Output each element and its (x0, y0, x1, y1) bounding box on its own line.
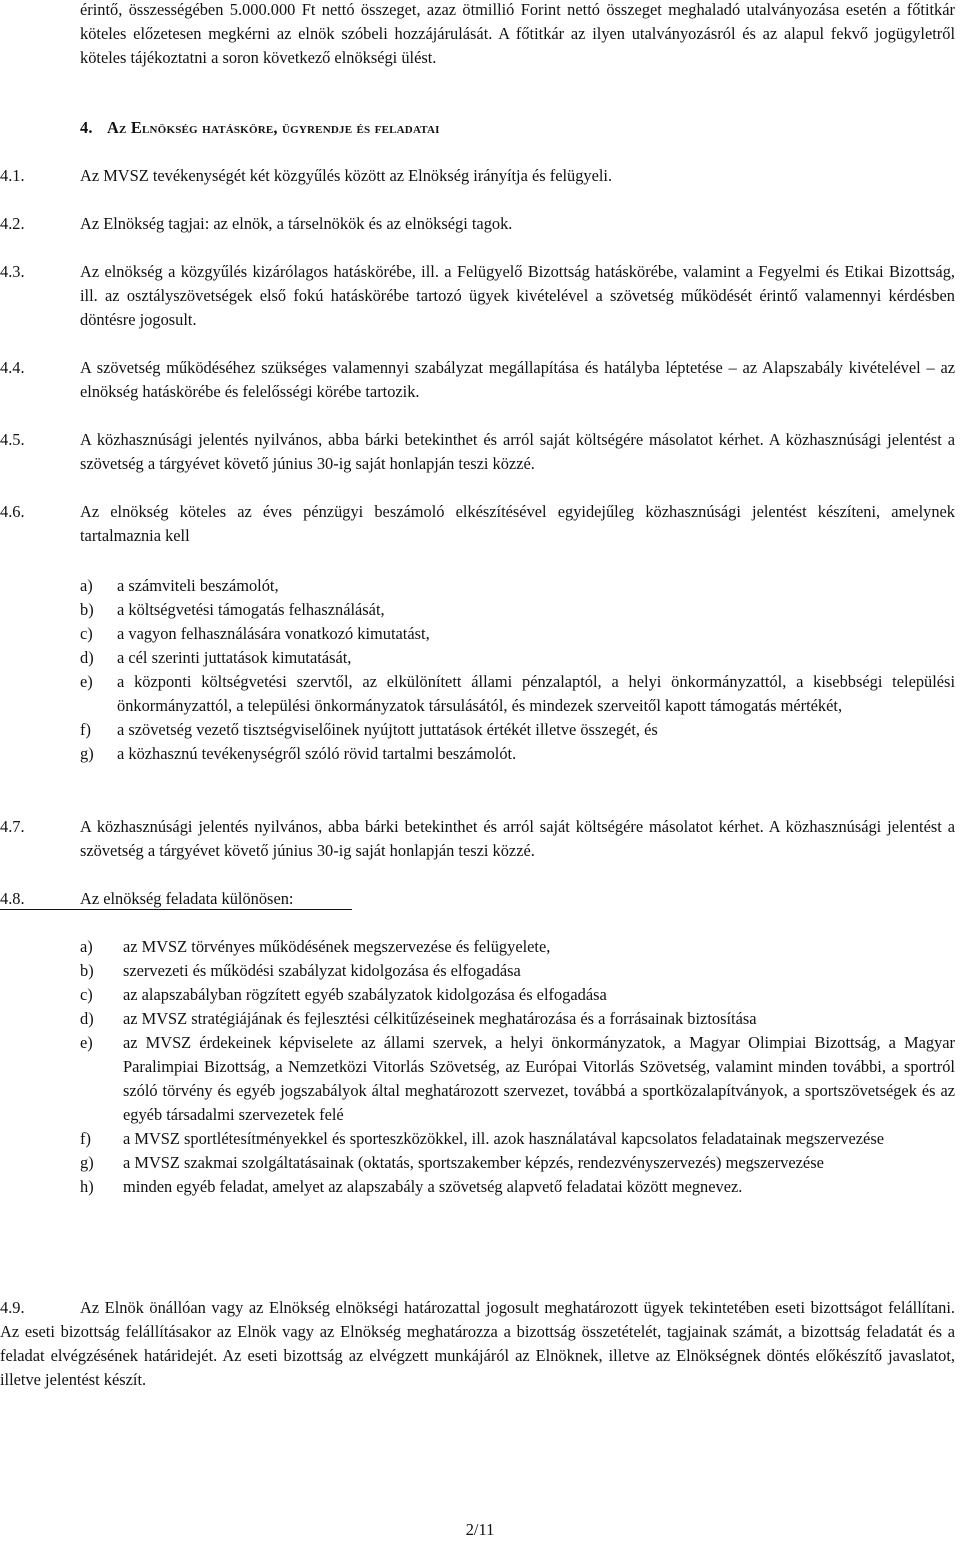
list-item (80, 1127, 955, 1151)
paragraph-text: Az MVSZ tevékenységét két közgyűlés között az Elnökség irányítja és felügyeli. (80, 166, 613, 185)
list-item-text: a szövetség vezető tisztségviselőinek nyújtott juttatások értékét illetve összegét, és (117, 720, 658, 739)
paragraph-text: Az elnökség köteles az éves pénzügyi beszámoló elkészítésével egyidejűleg közhasznúsági jelentést készíteni, amelynek tartalmaznia kell (80, 502, 955, 545)
list-item (80, 598, 955, 622)
paragraph-text: Az Elnökség tagjai: az elnök, a társelnökök és az elnökségi tagok. (80, 214, 513, 233)
list-item-letter: f) (80, 1129, 91, 1148)
section-number: 4. (80, 118, 93, 137)
paragraph-number: 4.4. (0, 358, 25, 377)
list-item (80, 1007, 955, 1031)
list-item (80, 1031, 955, 1127)
list-item-text: az MVSZ érdekeinek képviselete az állami szervek, a helyi önkormányzatok, a Magyar Olimpiai Bizottság, a Magyar Paralimpiai Bizottság, a Nemzetközi Vitorlás Szövetség, az Európai Vitorlás Szövetség, valamint minden további, a sportról szóló törvény és egyéb jogszabályok által meghatározott szervezet, továbbá a sportközalapítványok, a sportszövetségek és az egyéb társadalmi szervezetek felé (123, 1033, 955, 1124)
paragraph-number: 4.1. (0, 166, 25, 185)
list-item-letter: a) (80, 576, 93, 595)
list-item-letter: e) (80, 1033, 93, 1052)
paragraph-number: 4.7. (0, 817, 25, 836)
list-item-text: a számviteli beszámolót, (117, 576, 279, 595)
list-item (80, 646, 955, 670)
paragraph-text: Az Elnök önállóan vagy az Elnökség elnökségi határozattal jogosult meghatározott ügyek tekintetében eseti bizottságot felállítani. Az eseti bizottság felállításakor az Elnök vagy az Elnökség meghatározza a bizottság összetételét, tagjainak számát, a bizottság feladatát és a feladat elvégzésének határidejét. Az eseti bizottság az elvégzett munkájáról az Elnöknek, illetve az Elnökségnek döntés előkészítő javaslatot, illetve jelentést készít. (0, 1298, 955, 1389)
section-title: Az Elnökség hatásköre, ügyrendje és feladatai (107, 118, 440, 137)
list-item (80, 742, 955, 766)
paragraph-text: A közhasznúsági jelentés nyilvános, abba bárki betekinthet és arról saját költségére másolatot kérhet. A közhasznúsági jelentést a szövetség a tárgyévet követő június 30-ig saját honlapján teszi közzé. (80, 430, 955, 473)
paragraph-number: 4.6. (0, 502, 25, 521)
list-item-letter: d) (80, 648, 94, 667)
list-item (80, 935, 955, 959)
list-item-text: a cél szerinti juttatások kimutatását, (117, 648, 352, 667)
list-item (80, 718, 955, 742)
paragraph-number: 4.9. (0, 1298, 25, 1317)
list-item-text: az MVSZ törvényes működésének megszervezése és felügyelete, (123, 937, 551, 956)
list-item-text: a MVSZ szakmai szolgáltatásainak (oktatás, sportszakember képzés, rendezvényszervezés) megszervezése (123, 1153, 824, 1172)
list-item-letter: c) (80, 624, 93, 643)
list-item (80, 983, 955, 1007)
paragraph-text: Az elnökség a közgyűlés kizárólagos hatáskörébe, ill. a Felügyelő Bizottság hatáskörébe, valamint a Fegyelmi és Etikai Bizottság, ill. az osztályszövetségek első fokú hatáskörébe tartozó ügyek kivételével a szövetség működését érintő valamennyi kérdésben döntésre jogosult. (80, 262, 955, 329)
report-contents-list (80, 574, 955, 766)
list-item-text: a költségvetési támogatás felhasználását, (117, 600, 385, 619)
list-item-text: a MVSZ sportlétesítményekkel és sporteszközökkel, ill. azok használatával kapcsolatos feladatainak megszervezése (123, 1129, 884, 1148)
list-item (80, 670, 955, 718)
list-item-letter: h) (80, 1177, 94, 1196)
list-item (80, 622, 955, 646)
paragraph-number: 4.8. (0, 889, 25, 908)
paragraph-number: 4.2. (0, 214, 25, 233)
list-item-letter: g) (80, 744, 94, 763)
list-item (80, 1175, 955, 1199)
intro-paragraph: érintő, összességében 5.000.000 Ft nettó összeget, azaz ötmillió Forint nettó összeget meghaladó utalványozása esetén a főtitkár köteles előzetesen megkérni az elnök szóbeli hozzájárulását. A főtitkár az ilyen utalványozásról és az alapul fekvő jogügyletről köteles tájékoztatni a soron következő elnökségi ülést. (80, 0, 955, 67)
paragraph-text: Az elnökség feladata különösen: (80, 889, 294, 908)
list-item-letter: a) (80, 937, 93, 956)
list-item (80, 1151, 955, 1175)
list-item-text: minden egyéb feladat, amelyet az alapszabály a szövetség alapvető feladatai között megnevez. (123, 1177, 743, 1196)
list-item (80, 574, 955, 598)
list-item-text: a vagyon felhasználására vonatkozó kimutatást, (117, 624, 430, 643)
list-item-letter: d) (80, 1009, 94, 1028)
board-tasks-list (80, 935, 955, 1199)
list-item-text: az MVSZ stratégiájának és fejlesztési célkitűzéseinek meghatározása és a forrásainak biztosítása (123, 1009, 757, 1028)
paragraph-number: 4.3. (0, 262, 25, 281)
list-item-letter: b) (80, 961, 94, 980)
list-item-letter: g) (80, 1153, 94, 1172)
list-item (80, 959, 955, 983)
paragraph-number: 4.5. (0, 430, 25, 449)
list-item-letter: f) (80, 720, 91, 739)
list-item-text: a közhasznú tevékenységről szóló rövid tartalmi beszámolót. (117, 744, 517, 763)
list-item-text: a központi költségvetési szervtől, az elkülönített állami pénzalaptól, a helyi önkormányzattól, a kisebbségi települési önkormányzattól, a települési önkormányzatok társulásától, és mindezek szerveitől kapott támogatás mértékét, (117, 672, 955, 715)
list-item-text: az alapszabályban rögzített egyéb szabályzatok kidolgozása és elfogadása (123, 985, 607, 1004)
list-item-letter: c) (80, 985, 93, 1004)
paragraph-text: A közhasznúsági jelentés nyilvános, abba bárki betekinthet és arról saját költségére másolatot kérhet. A közhasznúsági jelentést a szövetség a tárgyévet követő június 30-ig saját honlapján teszi közzé. (80, 817, 955, 860)
page-number: 2/11 (465, 1520, 495, 1539)
list-item-letter: b) (80, 600, 94, 619)
paragraph-text: A szövetség működéséhez szükséges valamennyi szabályzat megállapítása és hatályba léptetése – az Alapszabály kivételével – az elnökség hatáskörébe és felelősségi körébe tartozik. (80, 358, 955, 401)
list-item-letter: e) (80, 672, 93, 691)
list-item-text: szervezeti és működési szabályzat kidolgozása és elfogadása (123, 961, 521, 980)
